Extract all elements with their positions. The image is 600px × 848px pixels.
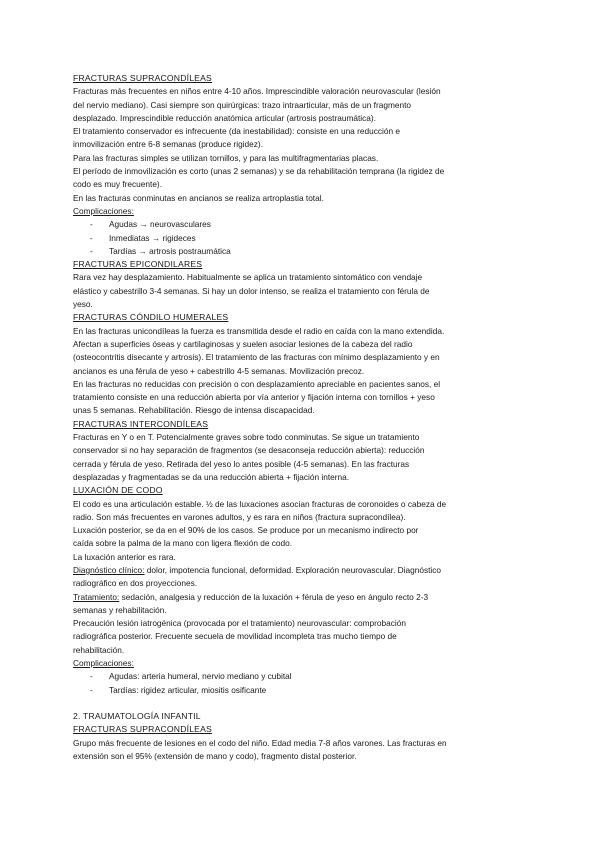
s1-line: codo es muy frecuente). [73,179,163,190]
s6-line: Grupo más frecuente de lesiones en el codo del niño. Edad media 7-8 años varones. Las fracturas en [73,737,447,748]
s1-line: En las fracturas conminutas en ancianos se realiza artroplastia total. [73,192,324,203]
s2-line: elástico y cabestrillo 3-4 semanas. Si hay un dolor intenso, se realiza el tratamiento con férula de [73,285,430,296]
s3-line: En las fracturas no reducidas con precisión o con desplazamiento apreciable en pacientes sanos, el [73,378,441,389]
s3-line: En las fracturas unicondíleas la fuerza es transmitida desde el radio en caída con la mano extendida. [73,325,445,336]
tratamiento-line-2: semanas y rehabilitación. [73,604,167,615]
heading-intercondileas: FRACTURAS INTERCONDÍLEAS [73,418,209,429]
s4-line: Fracturas en Y o en T. Potencialmente graves sobre todo conminutas. Se sigue un tratamiento [73,432,420,443]
precaucion-line: rehabilitación. [73,644,125,655]
s3-line: (osteocontritis disecante y artrosis). El tratamiento de las fracturas con mínimo desplazamiento y en [73,352,440,363]
section-title: 2. TRAUMATOLOGÍA INFANTIL [73,710,201,721]
list-item: - Tardías: rigidez articular, miositis osificante [73,684,533,697]
document-page [73,72,533,763]
s5-line: La luxación anterior es rara. [73,551,176,562]
spacer [73,697,533,710]
s1-line: Fracturas más frecuentes en niños entre 4-10 años. Imprescindible valoración neurovascular (lesión [73,86,441,97]
list-item: - Agudas: arteria humeral, nervio mediano y cubital [73,670,533,683]
complicaciones-label: Complicaciones: [73,205,134,216]
s1-line: El tratamiento conservador es infrecuente (da inestabilidad): consiste en una reducción e [73,126,400,137]
heading-supracondileas: FRACTURAS SUPRACONDÍLEAS [73,73,212,83]
s1-line: inmovilización entre 6-8 semanas (produce rigidez). [73,139,263,150]
s6-line: extensión son el 95% (extensión de mano y codo), fragmento distal posterior. [73,750,357,761]
s5-line: Luxación posterior, se da en el 90% de los casos. Se produce por un mecanismo indirecto por [73,525,419,536]
s2-line: yeso. [73,299,93,310]
heading-epicondilares: FRACTURAS EPICONDILARES [73,259,203,270]
diagnostico-label: Diagnóstico clínico: [73,564,145,575]
s1-line: desplazado. Imprescindible reducción anatómica articular (artrosis postraumática). [73,112,376,123]
s3-line: Afectan a superficies óseas y cartilaginosas y suelen asociar lesiones de la cabeza del radio [73,338,413,349]
complicaciones-list [73,670,533,697]
heading-supracondileas-infantil: FRACTURAS SUPRACONDÍLEAS [73,724,212,735]
heading-condilo-humerales: FRACTURAS CÓNDILO HUMERALES [73,312,229,323]
s1-line: del nervio mediano). Casi siempre son quirúrgicas: trazo intraarticular, más de un fragmento [73,99,412,110]
list-item: - Inmediatas → rigideces [73,232,533,245]
tratamiento-text: sedación, analgesia y reducción de la luxación + férula de yeso en ángulo recto 2-3 [119,591,429,602]
s5-line: caída sobre la palma de la mano con ligera flexión de codo. [73,538,293,549]
tratamiento-line [73,591,533,604]
s3-line: ancianos es una férula de yeso + cabestrillo 4-5 semanas. Movilización precoz. [73,365,365,376]
s1-body [73,85,533,205]
diagnostico-line-2: radiográfico en dos proyecciones. [73,578,198,589]
precaucion-line: Precaución lesión iatrogénica (provocada por el tratamiento) neurovascular: comprobación [73,618,406,629]
s5-line: radio. Son más frecuentes en varones adultos, y es rara en niños (fractura supracondílea). [73,511,406,522]
s4-line: cerrada y férula de yeso. Retirada del yeso lo antes posible (4-5 semanas). En las fracturas [73,458,410,469]
s5-line: El codo es una articulación estable. ½ de las luxaciones asocian fracturas de coronoides o cabeza de [73,498,447,509]
s3-line: unas 5 semanas. Rehabilitación. Riesgo de intensa discapacidad. [73,405,315,416]
s2-line: Rara vez hay desplazamiento. Habitualmente se aplica un tratamiento sintomático con vendaje [73,272,423,283]
heading-luxacion-codo: LUXACIÓN DE CODO [73,485,163,496]
complicaciones-list [73,218,533,258]
complicaciones-label: Complicaciones: [73,658,134,669]
tratamiento-label: Tratamiento: [73,591,120,602]
s4-line: desplazadas y fragmentadas se da una reducción abierta + fijación interna. [73,471,350,482]
s4-line: conservador si no hay separación de fragmentos (se desaconseja reducción abierta): reducción [73,445,425,456]
s1-line: El período de inmovilización es corto (unas 2 semanas) y se da rehabilitación temprana (la rigidez de [73,166,445,177]
list-item: - Tardías → artrosis postraumática [73,245,533,258]
list-item: - Agudas → neurovasculares [73,218,533,231]
s1-line: Para las fracturas simples se utilizan tornillos, y para las multifragmentarias placas. [73,152,379,163]
diagnostico-line [73,564,533,577]
precaucion-line: radiográfica posterior. Frecuente secuela de movilidad incompleta tras mucho tiempo de [73,631,397,642]
diagnostico-text: dolor, impotencia funcional, deformidad. Exploración neurovascular. Diagnóstico [144,564,442,575]
s3-line: tratamiento consiste en una reducción abierta por vía anterior y fijación interna con tornillos + yeso [73,392,435,403]
